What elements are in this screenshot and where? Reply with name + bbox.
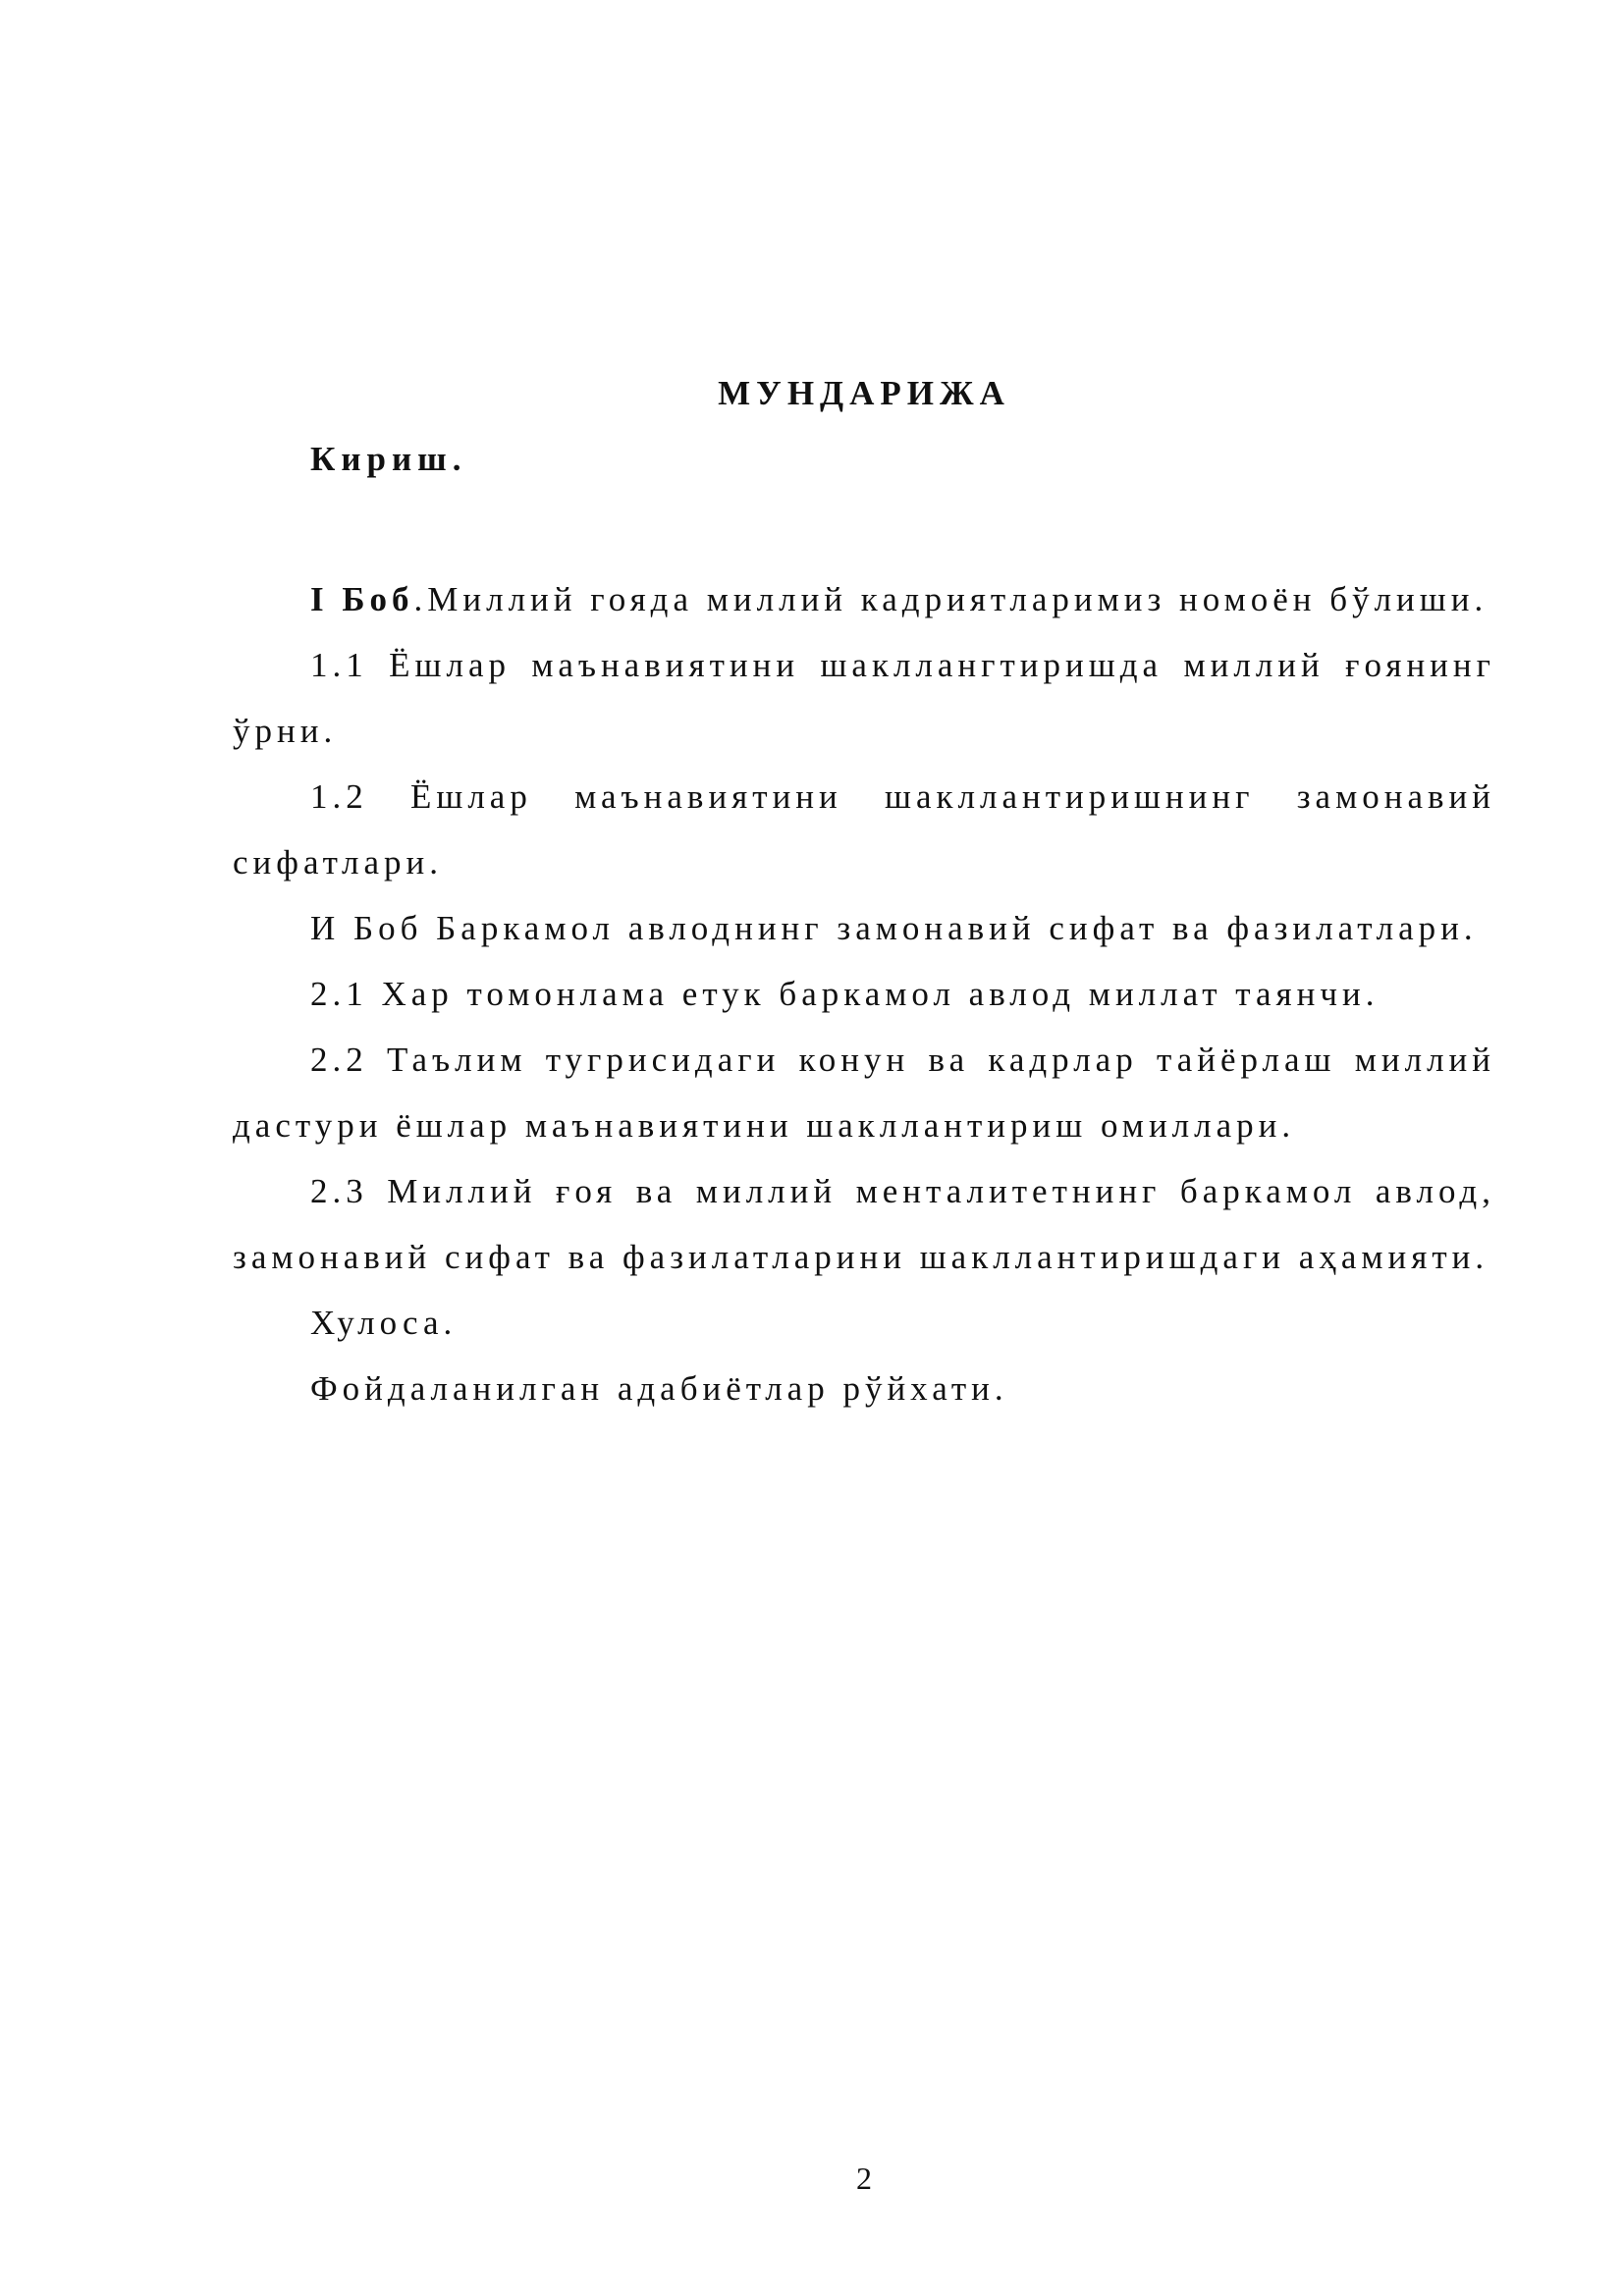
toc-entry-references: Фойдаланилган адабиётлар рўйхати.	[310, 1369, 1008, 1408]
chapter-label: I Боб	[310, 580, 414, 618]
toc-entry-chapter-1	[233, 566, 1495, 632]
toc-entry-conclusion: Хулоса.	[310, 1304, 458, 1342]
table-of-contents	[233, 566, 1495, 1421]
page-number: 2	[856, 2161, 872, 2196]
toc-entry-2-1: 2.1 Хар томонлама етук баркамол авлод миллат таянчи.	[310, 975, 1380, 1013]
toc-entry-1-2: 1.2 Ёшлар маънавиятини шакллантиришнинг замонавий сифатлари.	[233, 777, 1495, 881]
toc-entry-chapter-2: И Боб Баркамол авлоднинг замонавий сифат ва фазилатлари.	[310, 909, 1478, 947]
toc-entry-2-2: 2.2 Таълим тугрисидаги конун ва кадрлар тайёрлаш миллий дастури ёшлар маънавиятини шакллантириш омиллари.	[233, 1041, 1495, 1145]
toc-entry-text: .Миллий гояда миллий кадриятларимиз номоён бўлиши.	[413, 580, 1488, 618]
page-title: МУНДАРИЖА	[718, 374, 1010, 412]
toc-entry-2-3: 2.3 Миллий ғоя ва миллий менталитетнинг баркамол авлод, замонавий сифат ва фазилатларини шакллантиришдаги аҳамияти.	[233, 1172, 1495, 1276]
toc-intro: Кириш.	[310, 440, 467, 478]
toc-entry-1-1: 1.1 Ёшлар маънавиятини шакллангтиришда миллий ғоянинг ўрни.	[233, 646, 1495, 750]
